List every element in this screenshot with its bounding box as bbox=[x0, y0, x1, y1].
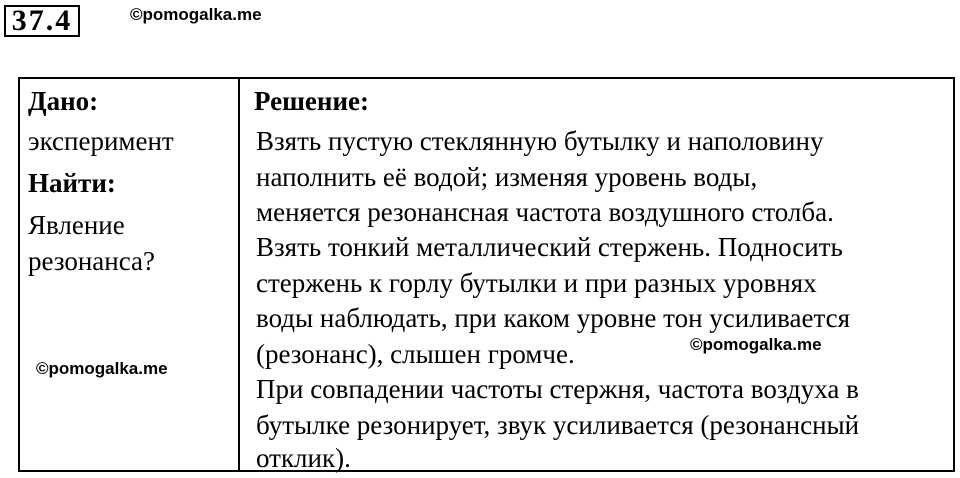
solution-line: стержень к горлу бутылки и при разных уровнях bbox=[256, 268, 817, 298]
solution-line: бутылке резонирует, звук усиливается (резонансный bbox=[256, 410, 860, 440]
solution-line: меняется резонансная частота воздушного столба. bbox=[256, 197, 834, 227]
watermark-left: ©pomogalka.me bbox=[36, 359, 168, 378]
solution-header: Решение: bbox=[254, 86, 369, 116]
solution-line: воды наблюдать, при каком уровне тон усиливается bbox=[256, 303, 851, 333]
solution-line: Взять пустую стеклянную бутылку и наполовину bbox=[256, 126, 824, 156]
find-line: Явление bbox=[28, 210, 125, 240]
solution-line: (резонанс), слышен громче. bbox=[256, 339, 575, 369]
solution-line: наполнить её водой; изменяя уровень воды, bbox=[256, 162, 758, 192]
find-header: Найти: bbox=[28, 168, 116, 198]
solution-line: отклик). bbox=[256, 443, 351, 473]
solution-line: При совпадении частоты стержня, частота воздуха в bbox=[256, 374, 859, 404]
problem-number: 37.4 bbox=[4, 5, 80, 37]
given-value: эксперимент bbox=[28, 126, 174, 156]
column-divider bbox=[238, 79, 240, 470]
given-header: Дано: bbox=[28, 86, 99, 116]
watermark-top: ©pomogalka.me bbox=[130, 5, 262, 24]
solution-line: Взять тонкий металлический стержень. Подносить bbox=[256, 232, 843, 262]
watermark-right: ©pomogalka.me bbox=[690, 335, 822, 354]
find-line: резонанса? bbox=[28, 246, 155, 276]
task-table bbox=[18, 77, 955, 472]
